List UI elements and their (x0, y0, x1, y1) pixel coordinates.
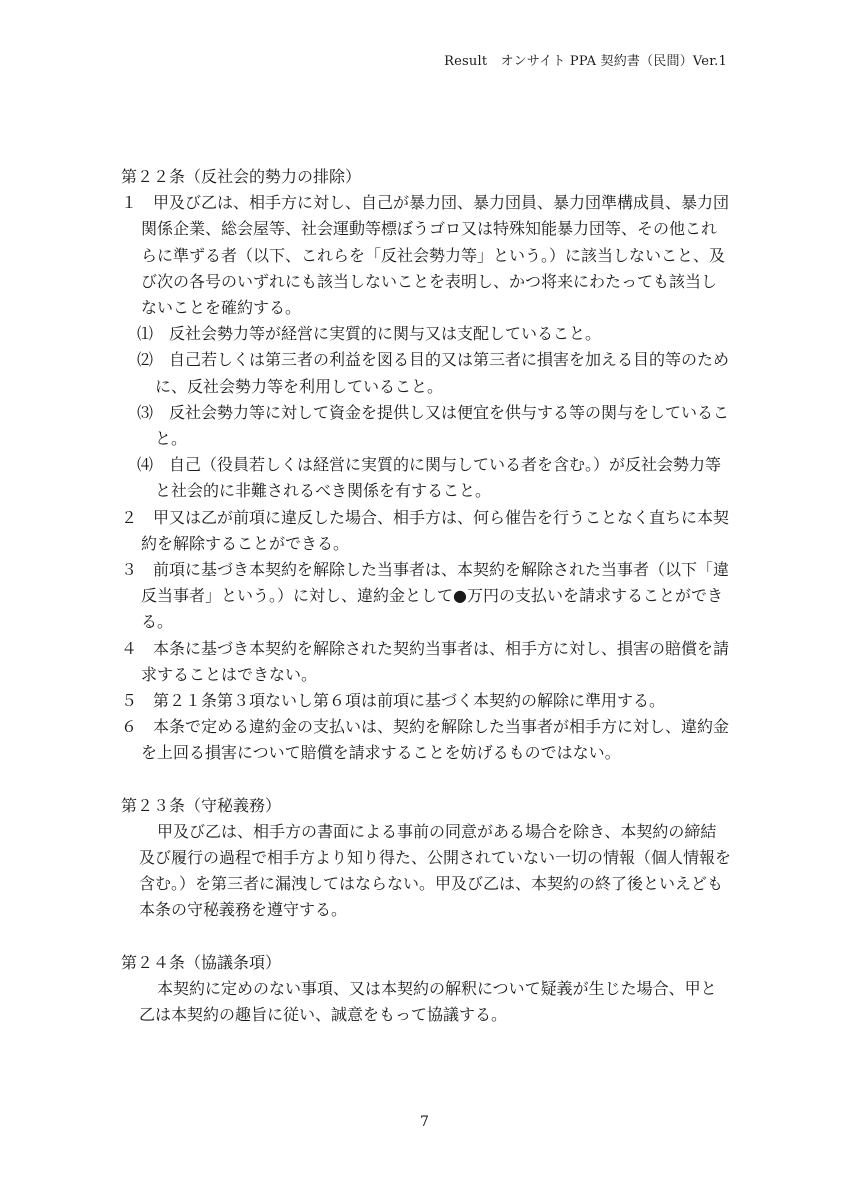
article-24-title: 第２４条（協議条項） (121, 952, 282, 972)
page-number: 7 (420, 1114, 429, 1130)
article-22-subitem-3: ⑶ 反社会勢力等に対して資金を提供し又は便宜を供与する等の関与をしていること。 (137, 402, 730, 449)
document-body (121, 164, 731, 1028)
article-22-clause-4: ４ 本条に基づき本契約を解除された契約当事者は、相手方に対し、損害の賠償を請求することはできない。 (121, 638, 730, 684)
article-23-body: 甲及び乙は、相手方の書面による事前の同意がある場合を除き、本契約の締結及び履行の過程で相手方より知り得た、公開されていない一切の情報（個人情報を含む。）を第三者に漏洩してはならない。甲及び乙は、本契約の終了後といえども本条の守秘義務を遵守する。 (139, 821, 732, 920)
section-spacer (121, 767, 731, 793)
article-22-clause-3: ３ 前項に基づき本契約を解除した当事者は、本契約を解除された当事者（以下「違反当事者」という。）に対し、違約金として●万円の支払いを請求することができる。 (121, 560, 730, 632)
article-22-title: 第２２条（反社会的勢力の排除） (121, 167, 362, 186)
article-22-subitem-4: ⑷ 自己（役員若しくは経営に実質的に関与している者を含む。）が反社会勢力等と社会的に非難されるべき関係を有すること。 (137, 455, 722, 501)
article-22-clause-5: ５ 第２１条第３項ないし第６項は前項に基づく本契約の解除に準用する。 (121, 691, 666, 711)
article-22-clause-1: １ 甲及び乙は、相手方に対し、自己が暴力団、暴力団員、暴力団準構成員、暴力団関係企業、総会屋等、社会運動等標ぼうゴロ又は特殊知能暴力団等、その他これらに準ずる者（以下、これらを「反社会勢力等」という。）に該当しないこと、及び次の各号のいずれにも該当しないことを表明し、かつ将来にわたっても該当しないことを確約する。 (121, 193, 730, 318)
article-22-clause-2: ２ 甲又は乙が前項に違反した場合、相手方は、何ら催告を行うことなく直ちに本契約を解除することができる。 (121, 507, 730, 553)
article-22-clause-6: ６ 本条で定める違約金の支払いは、契約を解除した当事者が相手方に対し、違約金を上回る損害について賠償を請求することを妨げるものではない。 (121, 717, 730, 763)
section-spacer (121, 924, 731, 950)
article-23-title: 第２３条（守秘義務） (121, 795, 282, 815)
article-22-subitem-1: ⑴ 反社会勢力等が経営に実質的に関与又は支配していること。 (137, 324, 602, 344)
article-22-subitem-2: ⑵ 自己若しくは第三者の利益を図る目的又は第三者に損害を加える目的等のために、反社会勢力等を利用していること。 (137, 350, 730, 396)
article-24-body: 本契約に定めのない事項、又は本契約の解釈について疑義が生じた場合、甲と乙は本契約の趣旨に従い、誠意をもって協議する。 (139, 978, 717, 1025)
document-header: Result オンサイト PPA 契約書（民間）Ver.1 (444, 54, 727, 69)
